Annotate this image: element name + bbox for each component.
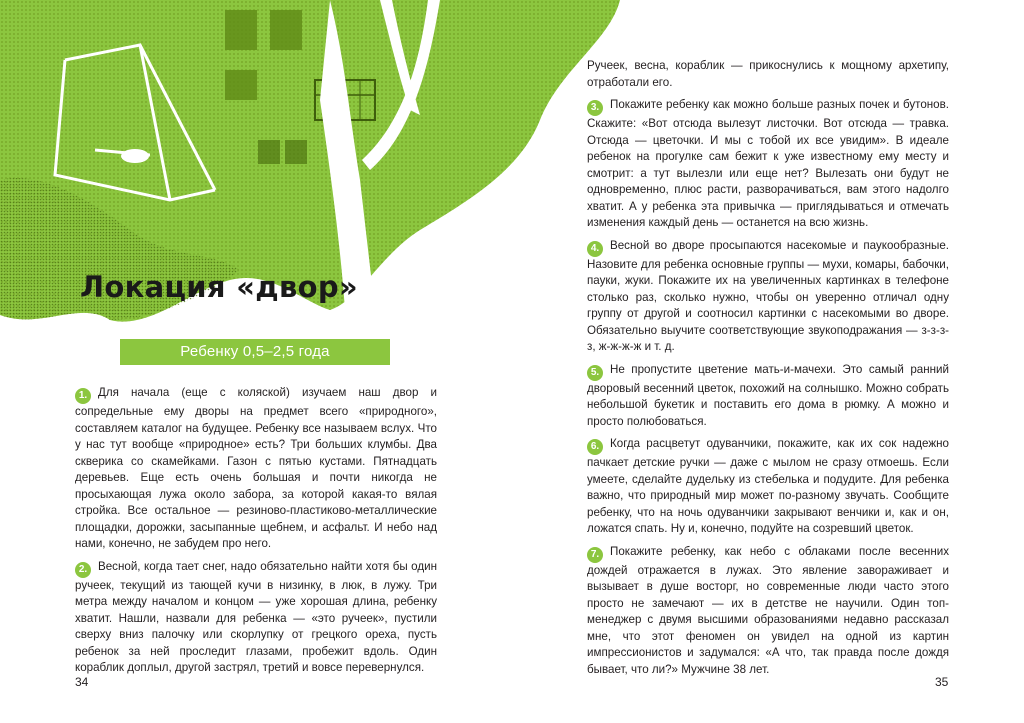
item-text: Весной, когда тает снег, надо обязательно найти хотя бы один ручеек, текущий из тающей кучи в низинку, в люк, в лужу. Три метра между началом и концом — уже хорошая длина, ребенку хватит. Нашли, назвали для ребенка — «это ручеек», пустили сверху вниз палочку или скорлупку от грецкого ореха, пусть ребенок за ней проследит глазами, пробежит вдоль. Один кораблик доплыл, другой застрял, третий и вовсе перевернулся. bbox=[75, 559, 437, 674]
page-title: Локация «двор» bbox=[80, 270, 358, 304]
list-item bbox=[587, 436, 949, 538]
item-text: Покажите ребенку как можно больше разных почек и бутонов. Скажите: «Вот отсюда вылезут листочки. Вот отсюда — травка. Отсюда — цветочки. И мы с тобой их все увидим». В идеале ребенок на прогулке сам бежит к уже известному ему месту и смотрит: а тут вылезли или еще нет? Вылезать они будут не одновременно, плюс расти, разворачиваться, вам этого надолго хватит. А у ребенка эта привычка — приглядываться и отмечать изменения каждый день — останется на всю жизнь. bbox=[587, 98, 949, 229]
page-number-left: 34 bbox=[75, 675, 89, 689]
item-text: Для начала (еще с коляской) изучаем наш двор и сопредельные ему дворы на предмет всего «природного», составляем каталог на будущее. Ребенку все называем вслух. Что у нас тут вообще «природное» есть? Три больших клумбы. Два скверика со скамейками. Газон с пятью кустами. Пятнадцать деревьев. Еще есть очень большая и почти никогда не просыхающая лужа около забора, за которой какая-то вялая стройка. Все остальное — резиново-пластиково-металлические площадки, дорожки, засыпанные щебнем, и асфальт. И небо над нами, конечно, не забудем про него. bbox=[75, 386, 437, 550]
intro-paragraph: Ручеек, весна, кораблик — прикоснулись к мощному архетипу, отработали его. bbox=[587, 59, 949, 89]
list-item bbox=[587, 97, 949, 232]
item-number-badge: 6. bbox=[587, 439, 603, 455]
item-text: Покажите ребенку, как небо с облаками после весенних дождей отражается в лужах. Это явление завораживает и вызывает в душе восторг, но современные люди часто этого просто не замечают — их в детстве не научили. Один топ-менеджер с двумя высшими образованиями недавно рассказал мне, что этот феномен он увидел на одной из картин импрессионистов и задумался: «А что, так правда после дождя бывает, что ли?» Мужчине 38 лет. bbox=[587, 544, 949, 676]
item-number-badge: 1. bbox=[75, 388, 91, 404]
item-number-badge: 3. bbox=[587, 100, 603, 116]
right-text-column bbox=[587, 58, 949, 684]
age-range-bar: Ребенку 0,5–2,5 года bbox=[120, 339, 390, 365]
item-number-badge: 2. bbox=[75, 562, 91, 578]
item-text: Весной во дворе просыпаются насекомые и паукообразные. Назовите для ребенка основные группы — мухи, комары, бабочки, пауки, жуки. Покажите их на увеличенных картинках в телефоне столько раз, сколько нужно, чтобы он уверенно отличал одну группу от другой и соотносил картинки с насекомыми во дворе. Обязательно выучите соответствующие звукоподражания — з-з-з-з, ж-ж-ж-ж и т. д. bbox=[587, 238, 949, 353]
page-number-right: 35 bbox=[935, 675, 949, 689]
item-number-badge: 7. bbox=[587, 547, 603, 563]
list-item bbox=[75, 559, 437, 677]
item-text: Когда расцветут одуванчики, покажите, как их сок надежно пачкает детские ручки — даже с мылом не сразу отмоешь. Если умеете, сделайте дудельку из стебелька и подудите. Для ребенка важно, что природный мир может по-разному звучать. Сообщите ребенку, что на ночь одуванчики закрывают венчики и, как и он, ложатся спать. Ну и, конечно, подуйте на созревший цветок. bbox=[587, 437, 949, 535]
list-item bbox=[587, 238, 949, 356]
item-number-badge: 4. bbox=[587, 241, 603, 257]
list-item bbox=[587, 544, 949, 679]
item-number-badge: 5. bbox=[587, 365, 603, 381]
left-text-column bbox=[75, 385, 437, 683]
list-item bbox=[587, 362, 949, 431]
item-text: Не пропустите цветение мать-и-мачехи. Это самый ранний дворовый весенний цветок, похожий на солнышко. Можно собрать небольшой букетик и поставить его дома в рюмку. А можно и просто полюбоваться. bbox=[587, 362, 949, 428]
list-item bbox=[75, 385, 437, 553]
